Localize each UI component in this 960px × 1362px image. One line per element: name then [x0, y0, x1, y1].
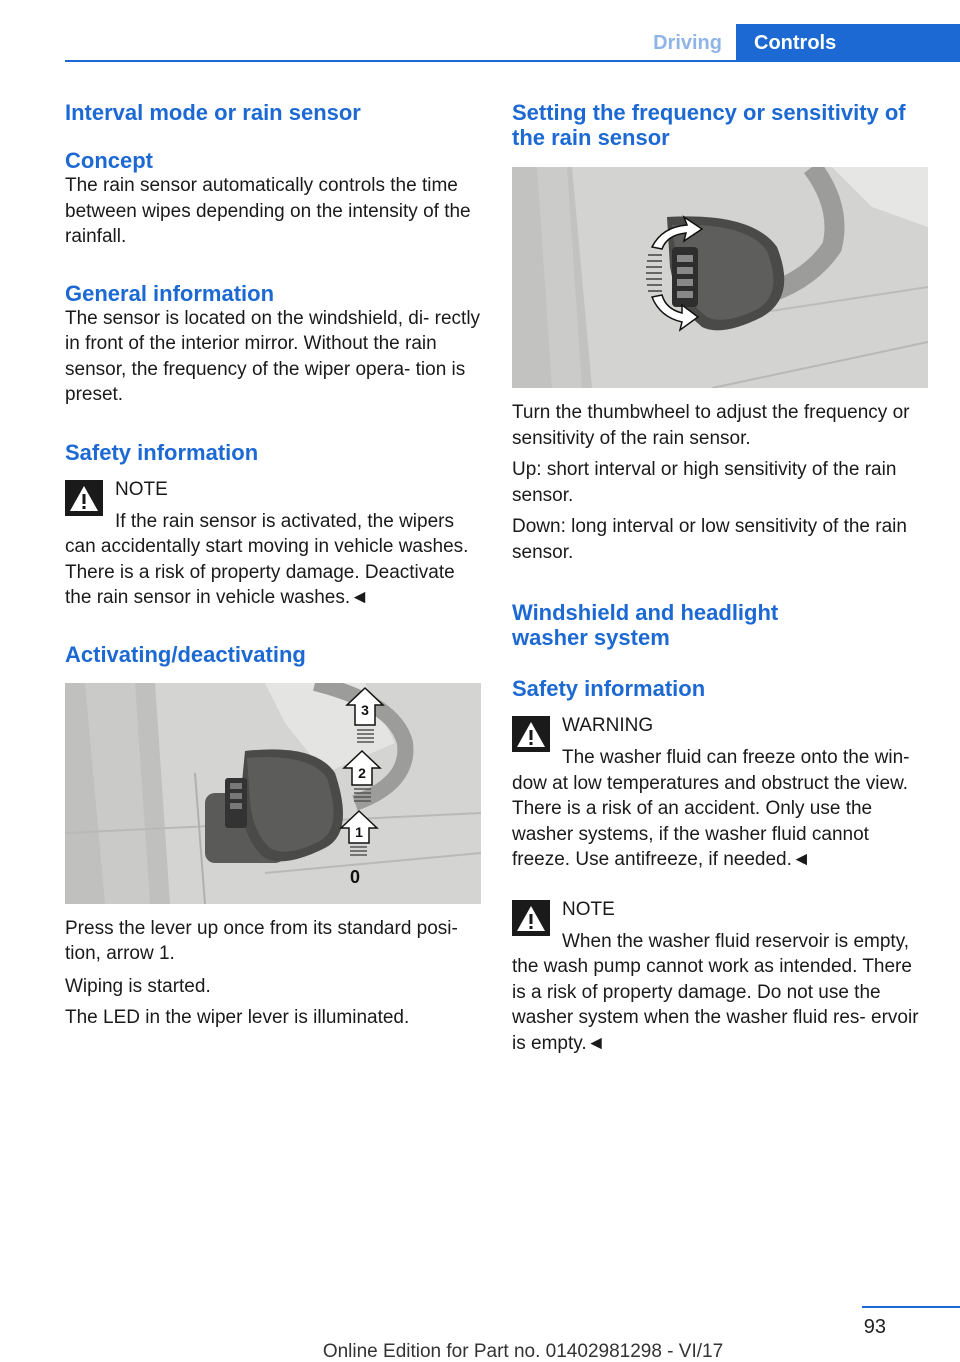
figure-label-1: 1 [355, 823, 363, 840]
heading-safety-information-right: Safety information [512, 676, 706, 701]
text-turn-thumbwheel: Turn the thumbwheel to adjust the frequency or sensitivity of the rain sensor. [512, 402, 910, 449]
note-box [65, 477, 481, 611]
text-press-lever: Press the lever up once from its standard posi‐ tion, arrow 1. [65, 917, 458, 964]
header-tab-driving[interactable]: Driving [653, 32, 722, 54]
heading-activating-deactivating: Activating/deactivating [65, 641, 306, 667]
heading-setting-frequency: Setting the frequency or sensitivity of the rain sensor [512, 100, 906, 150]
text-down-long-interval: Down: long interval or low sensitivity of the rain sensor. [512, 516, 907, 563]
warning-text-first-line: The washer fluid can freeze onto the win‐ [562, 747, 910, 768]
warning-triangle-icon [512, 900, 550, 936]
figure-label-2: 2 [358, 764, 366, 781]
figure-thumbwheel [512, 167, 928, 388]
figure-label-3: 3 [361, 701, 369, 718]
text-wiping-started: Wiping is started. [65, 975, 211, 997]
note-text-right: the wash pump cannot work as intended. There is a risk of property damage. Do not use the washer system when the washer fluid res‐ ervoir is empty.◄ [512, 956, 919, 1054]
heading-interval-mode: Interval mode or rain sensor [65, 100, 361, 125]
right-column [512, 100, 928, 1056]
header-tab-controls[interactable]: Controls [736, 24, 960, 62]
figure-wiper-lever-positions [65, 683, 481, 904]
heading-concept: Concept [65, 148, 153, 173]
left-column [65, 100, 481, 1031]
note-title-right: NOTE [562, 898, 615, 920]
page-number: 93 [863, 1316, 886, 1338]
heading-safety-information: Safety information [65, 439, 259, 465]
warning-triangle-icon [65, 480, 103, 516]
warning-text: dow at low temperatures and obstruct the view. There is a risk of an accident. Only use the washer systems, if the washer fluid cannot freeze. Use antifreeze, if needed.◄ [512, 772, 909, 870]
warning-title: WARNING [562, 715, 654, 736]
header-rule [65, 60, 960, 62]
warning-triangle-icon [512, 716, 550, 752]
heading-washer-line-2: washer system [512, 625, 670, 650]
note-title: NOTE [115, 478, 168, 500]
heading-general-information: General information [65, 280, 275, 306]
text-concept: The rain sensor automatically controls the time between wipes depending on the intensity of the rainfall. [65, 175, 471, 247]
note-box-right [512, 897, 928, 1057]
footer-rule [862, 1306, 960, 1308]
text-general: The sensor is located on the windshield, di‐ rectly in front of the interior mirror. Without the rain sensor, the frequency of the wiper opera‐ tion is preset. [65, 307, 481, 405]
warning-box [512, 713, 928, 873]
text-led-illuminated: The LED in the wiper lever is illuminated. [65, 1007, 410, 1028]
edition-text: Online Edition for Part no. 01402981298 - VI/17 [322, 1341, 724, 1362]
heading-washer-line-1: Windshield and headlight [512, 600, 779, 625]
figure-label-0: 0 [349, 866, 361, 887]
note-text-first-line: If the rain sensor is activated, the wipers [115, 510, 454, 532]
note-text: can accidentally start moving in vehicle washes. There is a risk of property damage. Deactivate the rain sensor in vehicle washes.◄ [65, 536, 469, 608]
wiper-lever-illustration [65, 683, 481, 904]
thumbwheel-illustration [512, 167, 928, 388]
heading-washer-system [512, 600, 928, 650]
note-text-first-line-right: When the washer fluid reservoir is empty, [562, 930, 910, 952]
text-up-short-interval: Up: short interval or high sensitivity of the rain sensor. [512, 459, 897, 506]
